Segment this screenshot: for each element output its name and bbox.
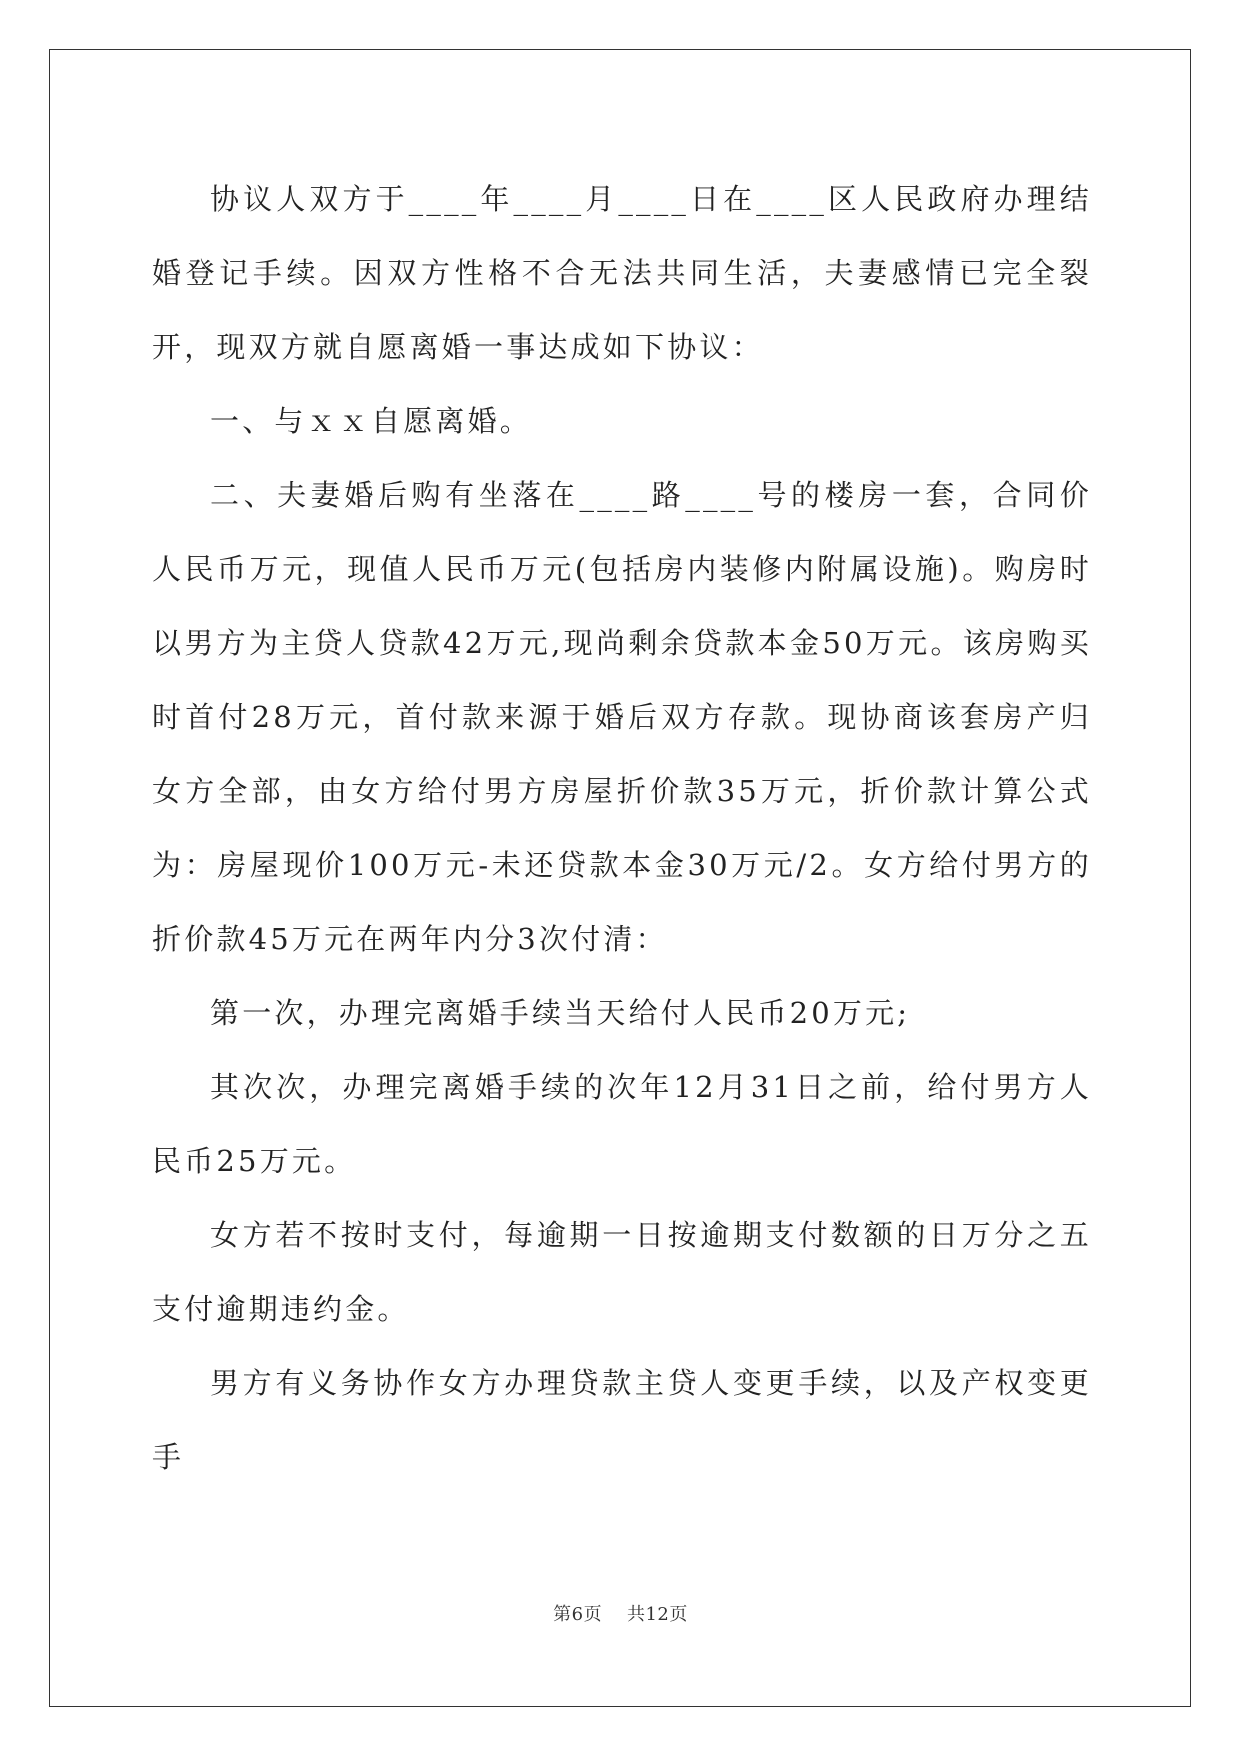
- paragraph-clause-1: 一、与ｘｘ自愿离婚。: [210, 404, 533, 438]
- page-number: 第6页 共12页: [553, 1604, 688, 1625]
- paragraph-intro: 协议人双方于____年____月____日在____区人民政府办理结婚登记手续。因双方性格不合无法共同生活，夫妻感情已完全裂开，现双方就自愿离婚一事达成如下协议：: [152, 182, 1092, 364]
- paragraph-transfer-duty: 男方有义务协作女方办理贷款主贷人变更手续，以及产权变更手: [152, 1366, 1092, 1474]
- paragraph-second-payment: 其次次，办理完离婚手续的次年12月31日之前，给付男方人民币25万元。: [152, 1070, 1092, 1178]
- paragraph-first-payment: 第一次，办理完离婚手续当天给付人民币20万元;: [210, 996, 911, 1030]
- page-footer: [0, 1600, 1241, 1626]
- paragraph-late-penalty: 女方若不按时支付，每逾期一日按逾期支付数额的日万分之五支付逾期违约金。: [152, 1218, 1092, 1326]
- paragraph-clause-2: 二、夫妻婚后购有坐落在____路____号的楼房一套，合同价人民币万元，现值人民币万元(包括房内装修内附属设施)。购房时以男方为主贷人贷款42万元,现尚剩余贷款本金50万元。该房购买时首付28万元，首付款来源于婚后双方存款。现协商该套房产归女方全部，由女方给付男方房屋折价款35万元，折价款计算公式为：房屋现价100万元-未还贷款本金30万元/2。女方给付男方的折价款45万元在两年内分3次付清：: [152, 478, 1092, 956]
- document-body: [152, 162, 1092, 1494]
